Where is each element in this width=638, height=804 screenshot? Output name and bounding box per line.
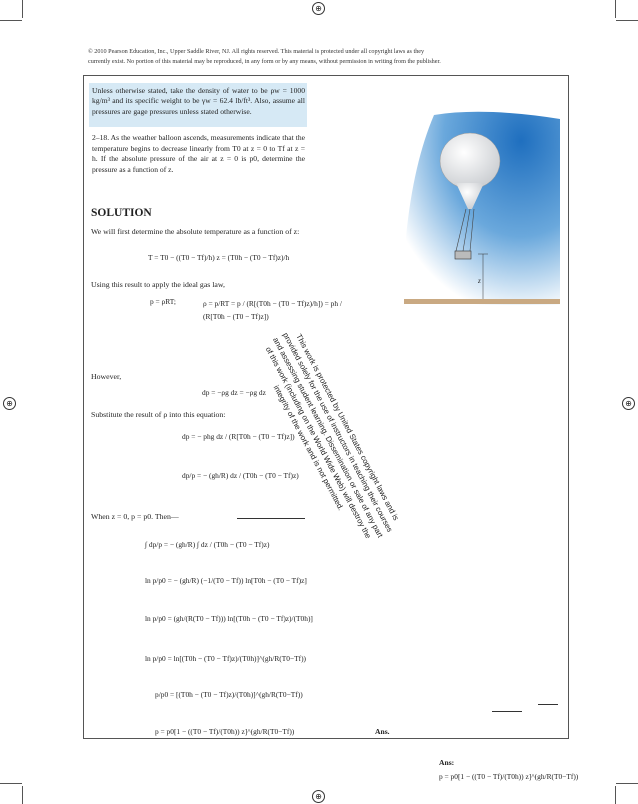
final-equation: p = p0[1 − ((T0 − Tf)/(T0h)) z]^(gh/R(T0−Tf)) (155, 727, 295, 736)
ln-equation-1: ln p/p0 = − (gh/R) (−1/(T0 − Tf)) ln[T0h − (T0 − Tf)z] (145, 576, 307, 585)
crop-mark (615, 786, 616, 804)
crop-mark (616, 20, 638, 21)
gas-law-intro: Using this result to apply the ideal gas law, (91, 280, 225, 289)
crop-mark (22, 0, 23, 18)
registration-mark-icon: ⊕ (312, 790, 325, 803)
answer-label: Ans: (439, 758, 455, 767)
problem-statement: 2–18. As the weather balloon ascends, measurements indicate that the temperature begins to decrease linearly from T0 at z = 0 to Tf at z = h. If the absolute pressure of the air at z = 0 is p0, determine the pressure as a function of z. (92, 133, 305, 174)
density-equation: ρ = p/RT = p / (R[(T0h − (T0 − Tf)z)/h]) = ph / (R[T0h − (T0 − Tf)z]) (203, 299, 342, 321)
solution-intro: We will first determine the absolute temperature as a function of z: (91, 227, 300, 236)
ln-equation-3: ln p/p0 = ln[(T0h − (T0 − Tf)z)/(T0h)]^(gh/R(T0−Tf)) (145, 654, 306, 663)
instrument-package (455, 251, 471, 259)
z-axis-label: z (478, 277, 481, 285)
however-text: However, (91, 372, 122, 381)
ground (404, 299, 560, 304)
temperature-equation: T = T0 − ((T0 − Tf)/h) z = (T0h − (T0 − Tf)z)/h (148, 253, 290, 262)
registration-mark-icon: ⊕ (3, 397, 16, 410)
blank-rule (237, 518, 305, 519)
integral-equation: ∫ dp/p = − (gh/R) ∫ dz / (T0h − (T0 − Tf)z) (145, 540, 270, 549)
ln-equation-2: ln p/p0 = (gh/(R(T0 − Tf))) ln[(T0h − (T0 − Tf)z)/(T0h)] (145, 614, 313, 623)
blank-rule (492, 711, 522, 712)
copyright-line: currently exist. No portion of this material may be reproduced, in any form or by any means, without permission in writing from the publisher. (88, 58, 441, 65)
crop-mark (615, 0, 616, 18)
ratio-equation: p/p0 = [(T0h − (T0 − Tf)z)/(T0h)]^(gh/R(T0−Tf)) (155, 690, 303, 699)
dp-equation: dp = −ρg dz = −ρg dz (202, 388, 266, 397)
copyright-line: © 2010 Pearson Education, Inc., Upper Saddle River, NJ. All rights reserved. This material is protected under all copyright laws as they (88, 48, 425, 55)
registration-mark-icon: ⊕ (622, 397, 635, 410)
when-text: When z = 0, p = p0. Then— (91, 512, 179, 521)
given-text: Unless otherwise stated, take the density of water to be ρw = 1000 kg/m³ and its specific weight to be γw = 62.4 lb/ft³. Also, assume all pressures are gage pressures unless stated otherwise. (92, 86, 305, 116)
gas-law-equation: p = ρRT; (150, 297, 176, 306)
balloon (440, 133, 500, 189)
separated-equation: dp/p = − (gh/R) dz / (T0h − (T0 − Tf)z) (182, 471, 299, 480)
solution-heading: SOLUTION (91, 207, 152, 219)
crop-mark (0, 783, 22, 784)
crop-mark (0, 20, 22, 21)
ans-label: Ans. (375, 727, 390, 736)
copyright-watermark: This work is protected by United States copyright laws and is provided solely for the use of instructors in teaching their courses and assessing student learning. Dissemination or sale of any part of this work (including on the World Wide Web) will destroy the integrity of the work and is not permitted. (263, 331, 401, 540)
weather-balloon-figure (404, 111, 560, 305)
crop-mark (616, 783, 638, 784)
answer-equation: p = p0[1 − ((T0 − Tf)/(T0h)) z]^(gh/R(T0−Tf)) (439, 772, 579, 781)
substitute-text: Substitute the result of ρ into this equation: (91, 410, 226, 419)
substituted-equation: dp = − phg dz / (R[T0h − (T0 − Tf)z]) (182, 432, 295, 441)
crop-mark (22, 786, 23, 804)
registration-mark-icon: ⊕ (312, 2, 325, 15)
blank-rule (538, 704, 558, 705)
